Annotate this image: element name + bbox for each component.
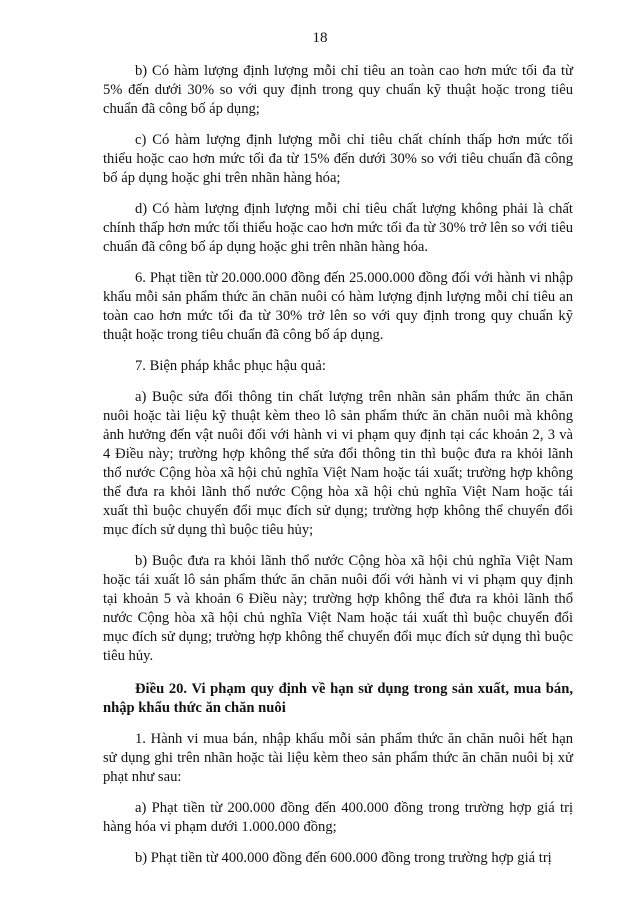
paragraph-6: 6. Phạt tiền từ 20.000.000 đồng đến 25.000.000 đồng đối với hành vi nhập khẩu mỗi sản phẩm thức ăn chăn nuôi có hàm lượng định lượng mỗi chỉ tiêu an toàn cao hơn mức tối đa từ 30% trở lên so với quy định trong quy chuẩn kỹ thuật hoặc trong tiêu chuẩn đã công bố áp dụng. (103, 270, 573, 343)
paragraph-5d: d) Có hàm lượng định lượng mỗi chỉ tiêu chất lượng không phải là chất chính thấp hơn mức tối thiểu hoặc cao hơn mức tối đa từ 30% trở lên so với tiêu chuẩn đã công bố áp dụng hoặc ghi trên nhãn hàng hóa. (103, 201, 573, 255)
paragraph-7: 7. Biện pháp khắc phục hậu quả: (135, 358, 326, 374)
page-number: 18 (312, 30, 328, 46)
paragraph-20-1a: a) Phạt tiền từ 200.000 đồng đến 400.000 đồng trong trường hợp giá trị hàng hóa vi phạm dưới 1.000.000 đồng; (103, 800, 573, 835)
article-20-heading: Điều 20. Vi phạm quy định về hạn sử dụng trong sản xuất, mua bán, nhập khẩu thức ăn chăn nuôi (103, 681, 573, 716)
paragraph-20-1b: b) Phạt tiền từ 400.000 đồng đến 600.000 đồng trong trường hợp giá trị (135, 850, 552, 866)
paragraph-5c: c) Có hàm lượng định lượng mỗi chỉ tiêu chất chính thấp hơn mức tối thiểu hoặc cao hơn mức tối đa từ 15% đến dưới 30% so với tiêu chuẩn đã công bố áp dụng hoặc ghi trên nhãn hàng hóa; (103, 132, 573, 186)
paragraph-20-1: 1. Hành vi mua bán, nhập khẩu mỗi sản phẩm thức ăn chăn nuôi hết hạn sử dụng ghi trên nhãn hoặc tài liệu kèm theo sản phẩm thức ăn chăn nuôi bị xử phạt như sau: (103, 731, 573, 785)
paragraph-7a: a) Buộc sửa đổi thông tin chất lượng trên nhãn sản phẩm thức ăn chăn nuôi hoặc tài liệu kỹ thuật kèm theo lô sản phẩm thức ăn chăn nuôi mà không ảnh hưởng đến vật nuôi đối với hành vi vi phạm quy định tại các khoản 2, 3 và 4 Điều này; trường hợp không thể sửa đổi thông tin thì buộc đưa ra khỏi lãnh thổ nước Cộng hòa xã hội chủ nghĩa Việt Nam hoặc tái xuất; trường hợp không thể đưa ra khỏi lãnh thổ nước Cộng hòa xã hội chủ nghĩa Việt Nam hoặc tái xuất thì buộc chuyển đổi mục đích sử dụng; trường hợp không thể chuyển đổi mục đích sử dụng thì buộc tiêu hủy; (103, 389, 573, 538)
paragraph-7b: b) Buộc đưa ra khỏi lãnh thổ nước Cộng hòa xã hội chủ nghĩa Việt Nam hoặc tái xuất lô sản phẩm thức ăn chăn nuôi đối với hành vi vi phạm quy định tại khoản 5 và khoản 6 Điều này; trường hợp không thể đưa ra khỏi lãnh thổ nước Cộng hòa xã hội chủ nghĩa Việt Nam hoặc tái xuất thì buộc chuyển đổi mục đích sử dụng; trường hợp không thể chuyển đổi mục đích sử dụng thì buộc tiêu hủy. (103, 553, 573, 664)
paragraph-5b: b) Có hàm lượng định lượng mỗi chỉ tiêu an toàn cao hơn mức tối đa từ 5% đến dưới 30% so với quy định trong quy chuẩn kỹ thuật hoặc trong tiêu chuẩn đã công bố áp dụng; (103, 63, 573, 117)
document-body (103, 62, 573, 880)
